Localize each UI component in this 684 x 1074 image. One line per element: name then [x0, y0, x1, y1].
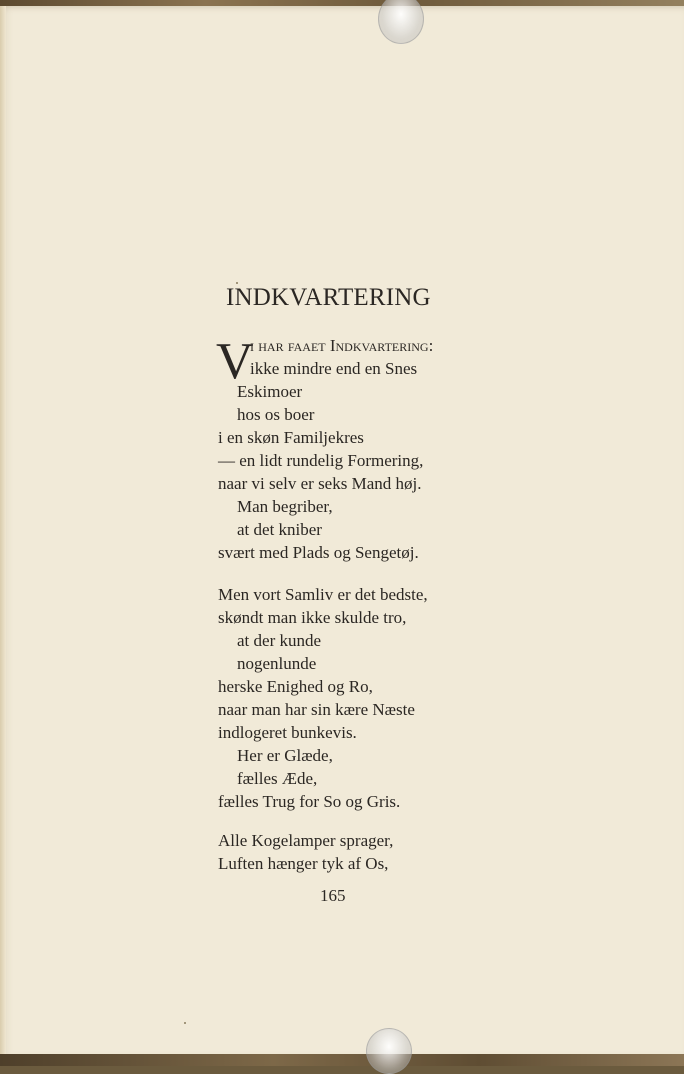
- poem-line: Luften hænger tyk af Os,: [218, 854, 389, 873]
- page-number: 165: [320, 886, 346, 905]
- poem-line: fælles Æde,: [237, 769, 318, 788]
- poem-line: at der kunde: [237, 631, 322, 650]
- poem-line: naar vi selv er seks Mand høj.: [218, 474, 422, 493]
- poem-line: skøndt man ikke skulde tro,: [218, 608, 407, 627]
- poem-line: Her er Glæde,: [237, 746, 333, 765]
- poem-line: — en lidt rundelig Formering,: [218, 451, 424, 470]
- poem-line: svært med Plads og Sengetøj.: [218, 543, 419, 562]
- poem-line: ikke mindre end en Snes: [250, 359, 418, 378]
- poem-line: Man begriber,: [237, 497, 333, 516]
- poem-line-first: i har faaet Indkvartering:: [250, 336, 434, 355]
- poem-line: Alle Kogelamper sprager,: [218, 831, 394, 850]
- poem-line: Eskimoer: [237, 382, 303, 401]
- poem-title: INDKVARTERING: [226, 284, 431, 311]
- bottom-clip-icon: [366, 1028, 412, 1074]
- poem-line: nogenlunde: [237, 654, 317, 673]
- poem-line: fælles Trug for So og Gris.: [218, 792, 401, 811]
- poem-line: herske Enighed og Ro,: [218, 677, 373, 696]
- poem-line: hos os boer: [237, 405, 315, 424]
- page-gutter-shadow: [0, 6, 6, 1056]
- poem-line: indlogeret bunkevis.: [218, 723, 357, 742]
- poem-line: at det kniber: [237, 520, 322, 539]
- drop-cap: V: [216, 333, 254, 390]
- book-cover-bottom-edge: [0, 1054, 684, 1066]
- poem-line: Men vort Samliv er det bedste,: [218, 585, 428, 604]
- poem-line: i en skøn Familjekres: [218, 428, 364, 447]
- poem-line: naar man har sin kære Næste: [218, 700, 415, 719]
- page-speck: [184, 1022, 186, 1024]
